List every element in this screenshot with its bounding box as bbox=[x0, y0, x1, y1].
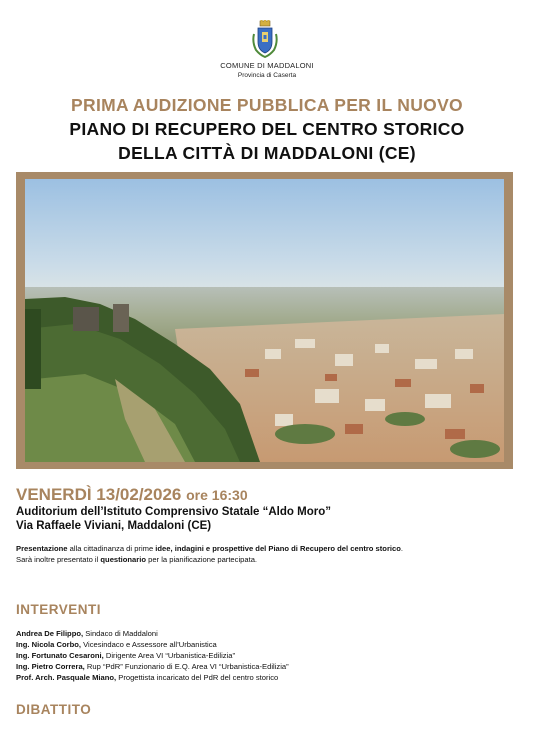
city-panorama-photo bbox=[25, 179, 504, 462]
event-address: Via Raffaele Viviani, Maddaloni (CE) bbox=[16, 520, 212, 532]
speaker-role: Progettista incaricato del PdR del centro storico bbox=[116, 673, 279, 682]
speaker-item bbox=[16, 672, 289, 683]
description-line-2 bbox=[16, 555, 257, 564]
section-heading-dibattito: DIBATTITO bbox=[16, 702, 92, 717]
speaker-name: Ing. Fortunato Cesaroni, bbox=[16, 651, 104, 660]
description-line-1 bbox=[16, 544, 403, 553]
speaker-role: Sindaco di Maddaloni bbox=[83, 629, 158, 638]
speaker-item bbox=[16, 650, 289, 661]
description-text: alla cittadinanza di prime bbox=[67, 544, 156, 553]
photo-frame bbox=[16, 172, 513, 469]
speaker-item bbox=[16, 628, 289, 639]
title-line-3: DELLA CITTÀ DI MADDALONI (CE) bbox=[118, 143, 416, 163]
speaker-name: Ing. Nicola Corbo, bbox=[16, 640, 81, 649]
description-text-2: Sarà inoltre presentato il bbox=[16, 555, 101, 564]
event-date: VENERDÌ 13/02/2026 bbox=[16, 485, 182, 504]
speaker-role: Dirigente Area VI “Urbanistica-Edilizia” bbox=[103, 651, 236, 660]
title-line-2: PIANO DI RECUPERO DEL CENTRO STORICO bbox=[69, 119, 465, 139]
speaker-name: Prof. Arch. Pasquale Miano, bbox=[16, 673, 117, 682]
speaker-item bbox=[16, 661, 289, 672]
speaker-item bbox=[16, 639, 289, 650]
description-text-3: per la pianificazione partecipata. bbox=[146, 555, 258, 564]
description-period: . bbox=[400, 544, 404, 553]
speaker-name: Andrea De Filippo, bbox=[16, 629, 84, 638]
event-time: ore 16:30 bbox=[186, 487, 248, 503]
description-questionario: questionario bbox=[100, 555, 146, 564]
speakers-list bbox=[16, 628, 289, 683]
description-highlight: idee, indagini e prospettive del Piano di Recupero del centro storico bbox=[155, 544, 401, 553]
title-line-1: PRIMA AUDIZIONE PUBBLICA PER IL NUOVO bbox=[71, 95, 463, 115]
event-venue: Auditorium dell’Istituto Comprensivo Statale “Aldo Moro” bbox=[16, 506, 331, 518]
speaker-name: Ing. Pietro Correra, bbox=[16, 662, 85, 671]
speaker-role: Rup “PdR” Funzionario di E.Q. Area VI “Urbanistica-Edilizia” bbox=[84, 662, 289, 671]
event-date-time bbox=[16, 485, 248, 505]
coat-of-arms-icon bbox=[251, 20, 279, 58]
speaker-role: Vicesindaco e Assessore all’Urbanistica bbox=[80, 640, 217, 649]
section-heading-interventi: INTERVENTI bbox=[16, 602, 102, 617]
description-presentazione: Presentazione bbox=[16, 544, 68, 553]
municipality-name: COMUNE DI MADDALONI bbox=[220, 61, 314, 70]
province-name: Provincia di Caserta bbox=[237, 72, 297, 79]
